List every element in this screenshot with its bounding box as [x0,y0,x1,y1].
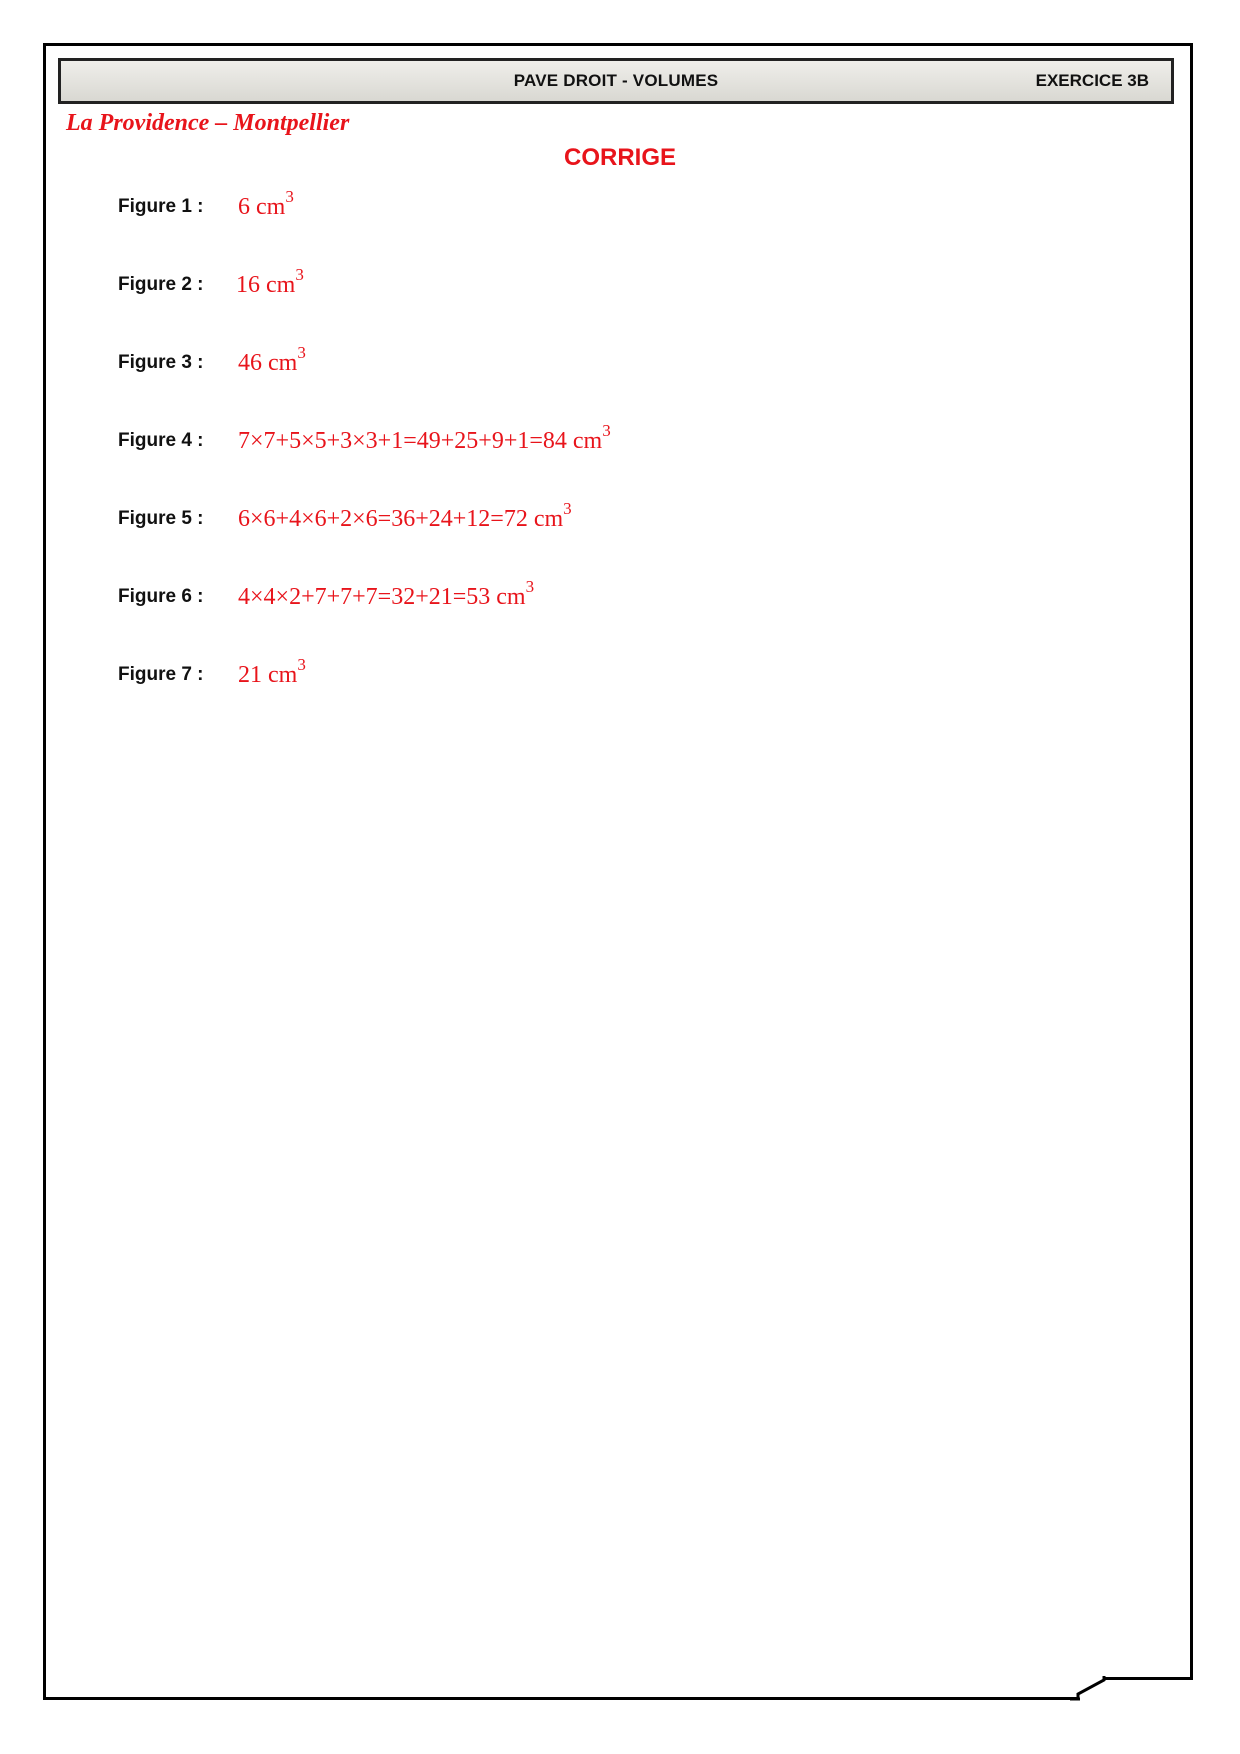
figure-label: Figure 1 : [118,196,204,217]
figure-label: Figure 2 : [118,274,204,295]
figure-label: Figure 3 : [118,352,204,373]
answer-row-figure-1 [118,187,1118,268]
figure-label: Figure 6 : [118,586,204,607]
answer-row-figure-5 [118,499,1118,580]
figure-label: Figure 5 : [118,508,204,529]
answer-row-figure-6 [118,577,1118,658]
figure-answer: 6×6+4×6+2×6=36+24+12=72 $cm^3$ [238,499,572,532]
header-title: PAVE DROIT - VOLUMES [513,71,719,90]
figure-answer: 46 $cm^3$ [238,343,306,376]
page-fold-mark [1070,1672,1110,1704]
page-title: CORRIGE [563,144,676,171]
frame-corner-gap [1190,1680,1196,1704]
figure-label: Figure 4 : [118,430,204,451]
frame-bottom-line [43,1697,1078,1700]
figure-answer: 16 $cm^3$ [236,265,304,298]
figure-answer: 21 $cm^3$ [238,655,306,688]
answer-row-figure-7 [118,655,1118,736]
answer-list [118,187,1118,736]
header-exercise-number: EXERCICE 3B [1035,71,1149,90]
school-name: La Providence – Montpellier [66,110,350,136]
answer-row-figure-4 [118,421,1118,502]
figure-label: Figure 7 : [118,664,204,685]
header-bar [58,58,1174,104]
figure-answer: 7×7+5×5+3×3+1=49+25+9+1=84 $cm^3$ [238,421,611,454]
frame-bottom-line-right [1104,1677,1193,1680]
figure-answer: 4×4×2+7+7+7=32+21=53 $cm^3$ [238,577,535,610]
answer-row-figure-2 [118,265,1118,346]
figure-answer: 6 $cm^3$ [238,187,294,220]
answer-row-figure-3 [118,343,1118,424]
